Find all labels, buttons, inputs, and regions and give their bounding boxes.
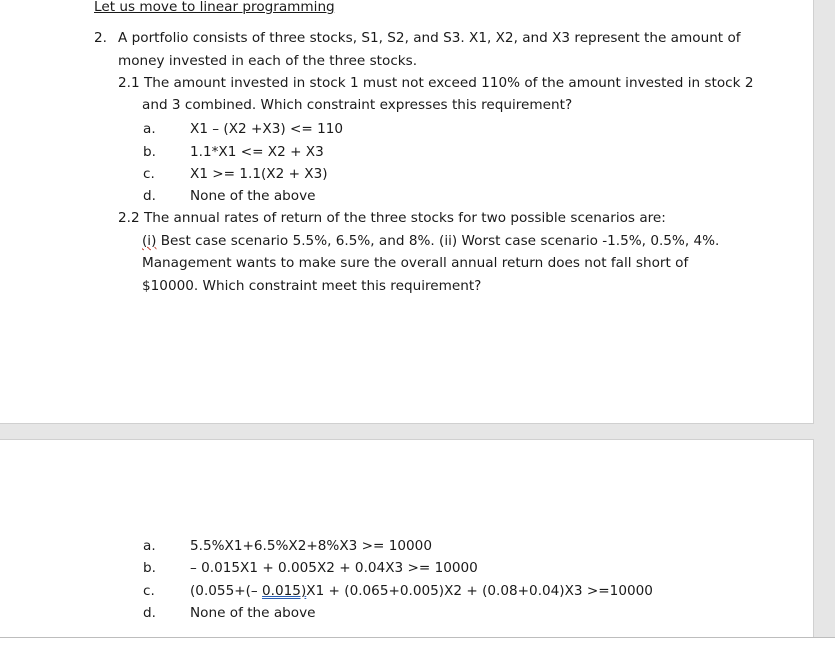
q22-option-a-letter: a. [143, 538, 156, 554]
question-line-2: money invested in each of the three stocks. [118, 53, 418, 69]
q22-option-b-letter: b. [143, 560, 156, 576]
q22-line-2-text: Best case scenario 5.5%, 6.5%, and 8%. (ii) Worst case scenario -1.5%, 0.5%, 4%. [156, 233, 720, 249]
q22-option-b-text: – 0.015X1 + 0.005X2 + 0.04X3 >= 10000 [190, 560, 478, 576]
q21-option-c-letter: c. [143, 166, 155, 182]
q21-option-b-text: 1.1*X1 <= X2 + X3 [190, 144, 324, 160]
next-page-edge [0, 637, 835, 654]
q22-option-d-letter: d. [143, 605, 156, 621]
q22-line-4: $10000. Which constraint meet this requirement? [142, 278, 482, 294]
q22-option-a-text: 5.5%X1+6.5%X2+8%X3 >= 10000 [190, 538, 432, 554]
q22-option-c-pre: (0.055+(– [190, 583, 263, 599]
q21-option-d-text: None of the above [190, 188, 316, 204]
q21-line-1: 2.1 The amount invested in stock 1 must not exceed 110% of the amount invested in stock 2 [118, 75, 754, 91]
q21-option-c-text: X1 >= 1.1(X2 + X3) [190, 166, 328, 182]
q21-option-a-text: X1 – (X2 +X3) <= 110 [190, 121, 344, 137]
q22-line-3: Management wants to make sure the overall annual return does not fall short of [142, 255, 689, 271]
document-page-2 [0, 439, 814, 639]
q22-option-d-text: None of the above [190, 605, 316, 621]
spellcheck-mark: (i) [142, 233, 157, 249]
question-line-1: A portfolio consists of three stocks, S1, S2, and S3. X1, X2, and X3 represent the amount of [118, 30, 741, 46]
q22-line-2 [142, 232, 719, 250]
q21-line-2: and 3 combined. Which constraint expresses this requirement? [142, 97, 573, 113]
q21-option-d-letter: d. [143, 188, 156, 204]
q21-option-b-letter: b. [143, 144, 156, 160]
question-number: 2. [94, 30, 107, 46]
grammar-mark: 0.015) [262, 583, 307, 599]
q22-option-c-text [190, 582, 653, 600]
q22-line-1: 2.2 The annual rates of return of the three stocks for two possible scenarios are: [118, 210, 666, 226]
heading: Let us move to linear programming [94, 0, 335, 15]
q21-option-a-letter: a. [143, 121, 156, 137]
q22-option-c-post: X1 + (0.065+0.005)X2 + (0.08+0.04)X3 >=10000 [306, 583, 653, 599]
q22-option-c-letter: c. [143, 583, 155, 599]
